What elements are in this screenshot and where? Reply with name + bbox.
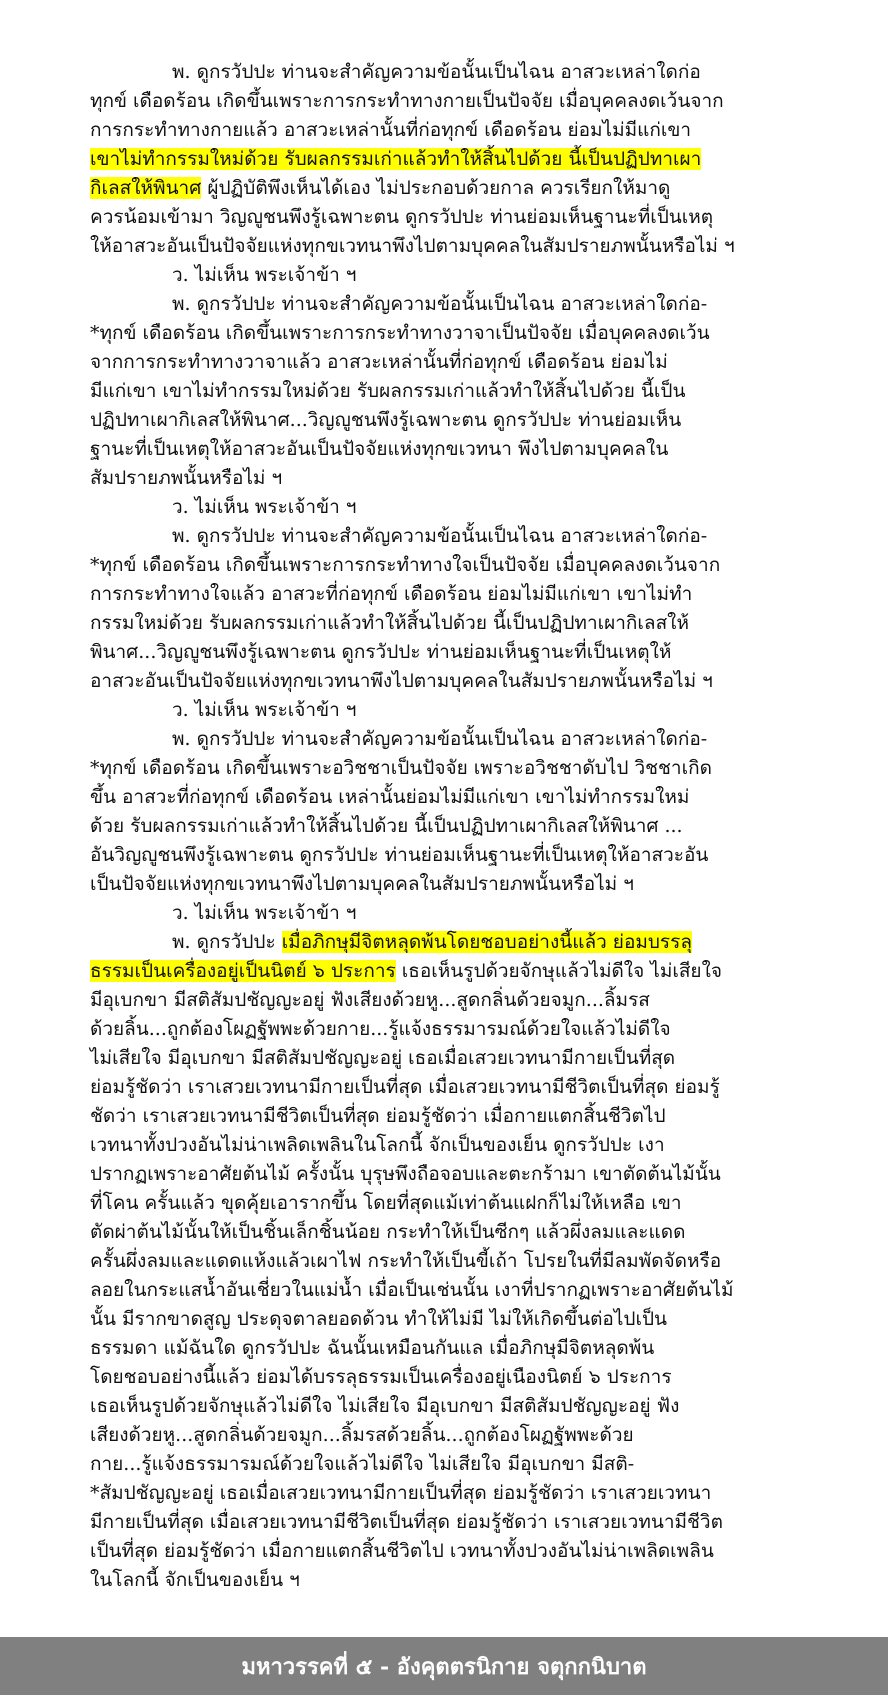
footer-title: มหาวรรคที่ ๕ - อังคุตตรนิกาย จตุกกนิบาต	[241, 1653, 647, 1680]
text-segment: ย่อมรู้ชัดว่า เราเสวยเวทนามีกายเป็นที่สุด เมื่อเสวยเวทนามีชีวิตเป็นที่สุด ย่อมรู้	[90, 1076, 720, 1098]
text-segment: เวทนาทั้งปวงอันไม่น่าเพลิดเพลินในโลกนี้ จักเป็นของเย็น ดูกรวัปปะ เงา	[90, 1134, 665, 1156]
highlighted-text: กิเลสให้พินาศ	[90, 177, 202, 199]
text-segment: มีกายเป็นที่สุด เมื่อเสวยเวทนามีชีวิตเป็นที่สุด ย่อมรู้ชัดว่า เราเสวยเวทนามีชีวิต	[90, 1511, 723, 1533]
text-segment: ชัดว่า เราเสวยเวทนามีชีวิตเป็นที่สุด ย่อมรู้ชัดว่า เมื่อกายแตกสิ้นชีวิตไป	[90, 1105, 666, 1127]
text-line	[90, 493, 790, 522]
text-line	[90, 1508, 790, 1537]
text-line	[90, 261, 790, 290]
text-line	[90, 435, 790, 464]
text-line	[90, 1305, 790, 1334]
text-line	[90, 1421, 790, 1450]
text-line	[90, 116, 790, 145]
text-segment: กรรมใหม่ด้วย รับผลกรรมเก่าแล้วทำให้สิ้นไปด้วย นี้เป็นปฏิปทาเผากิเลสให้	[90, 612, 689, 634]
text-line	[90, 174, 790, 203]
text-segment: นั้น มีรากขาดสูญ ประดุจตาลยอดด้วน ทำให้ไม่มี ไม่ให้เกิดขึ้นต่อไปเป็น	[90, 1308, 667, 1330]
text-line	[90, 870, 790, 899]
highlighted-text: เมื่อภิกษุมีจิตหลุดพ้นโดยชอบอย่างนี้แล้ว ย่อมบรรลุ	[281, 931, 692, 953]
text-segment: ตัดผ่าต้นไม้นั้นให้เป็นชิ้นเล็กชิ้นน้อย กระทำให้เป็นซีกๆ แล้วผึ่งลมและแดด	[90, 1221, 686, 1243]
text-line	[90, 667, 790, 696]
text-segment: ฐานะที่เป็นเหตุให้อาสวะอันเป็นปัจจัยแห่งทุกขเวทนา พึงไปตามบุคคลใน	[90, 438, 669, 460]
text-segment: ว. ไม่เห็น พระเจ้าข้า ฯ	[172, 902, 357, 924]
text-line	[90, 348, 790, 377]
text-line	[90, 58, 790, 87]
document-body	[90, 58, 790, 1595]
text-line	[90, 1450, 790, 1479]
text-line	[90, 1218, 790, 1247]
text-segment: ทุกข์ เดือดร้อน เกิดขึ้นเพราะการกระทำทางกายเป็นปัจจัย เมื่อบุคคลงดเว้นจาก	[90, 90, 724, 112]
text-segment: จากการกระทำทางวาจาแล้ว อาสวะเหล่านั้นที่ก่อทุกข์ เดือดร้อน ย่อมไม่	[90, 351, 668, 373]
text-line	[90, 1363, 790, 1392]
highlighted-text: ธรรมเป็นเครื่องอยู่เป็นนิตย์ ๖ ประการ	[90, 960, 396, 982]
text-line	[90, 1102, 790, 1131]
text-line	[90, 1131, 790, 1160]
text-line	[90, 1334, 790, 1363]
text-line	[90, 986, 790, 1015]
text-segment: สัมปรายภพนั้นหรือไม่ ฯ	[90, 467, 283, 489]
text-segment: ว. ไม่เห็น พระเจ้าข้า ฯ	[172, 699, 357, 721]
text-segment: ว. ไม่เห็น พระเจ้าข้า ฯ	[172, 496, 357, 518]
text-segment: เสียงด้วยหู...สูดกลิ่นด้วยจมูก...ลิ้มรสด้วยลิ้น...ถูกต้องโผฏฐัพพะด้วย	[90, 1424, 634, 1446]
text-line	[90, 1479, 790, 1508]
text-segment: ด้วย รับผลกรรมเก่าแล้วทำให้สิ้นไปด้วย นี้เป็นปฏิปทาเผากิเลสให้พินาศ ...	[90, 815, 683, 837]
text-segment: มีอุเบกขา มีสติสัมปชัญญะอยู่ ฟังเสียงด้วยหู...สูดกลิ่นด้วยจมูก...ลิ้มรส	[90, 989, 650, 1011]
page-footer	[0, 1637, 888, 1695]
text-segment: ผู้ปฏิบัติพึงเห็นได้เอง ไม่ประกอบด้วยกาล ควรเรียกให้มาดู	[201, 177, 671, 199]
text-segment: ไม่เสียใจ มีอุเบกขา มีสติสัมปชัญญะอยู่ เธอเมื่อเสวยเวทนามีกายเป็นที่สุด	[90, 1047, 676, 1069]
text-line	[90, 1276, 790, 1305]
text-segment: ปรากฏเพราะอาศัยต้นไม้ ครั้งนั้น บุรุษพึงถือจอบและตะกร้ามา เขาตัดต้นไม้นั้น	[90, 1163, 721, 1185]
text-line	[90, 928, 790, 957]
text-line	[90, 319, 790, 348]
text-segment: *ทุกข์ เดือดร้อน เกิดขึ้นเพราะการกระทำทางวาจาเป็นปัจจัย เมื่อบุคคลงดเว้น	[90, 322, 710, 344]
text-segment: พ. ดูกรวัปปะ	[172, 931, 282, 953]
text-line	[90, 406, 790, 435]
text-line	[90, 957, 790, 986]
text-segment: *สัมปชัญญะอยู่ เธอเมื่อเสวยเวทนามีกายเป็นที่สุด ย่อมรู้ชัดว่า เราเสวยเวทนา	[90, 1482, 712, 1504]
text-segment: การกระทำทางกายแล้ว อาสวะเหล่านั้นที่ก่อทุกข์ เดือดร้อน ย่อมไม่มีแก่เขา	[90, 119, 692, 141]
highlighted-text: เขาไม่ทำกรรมใหม่ด้วย รับผลกรรมเก่าแล้วทำให้สิ้นไปด้วย นี้เป็นปฏิปทาเผา	[90, 148, 702, 170]
text-line	[90, 145, 790, 174]
text-segment: *ทุกข์ เดือดร้อน เกิดขึ้นเพราะอวิชชาเป็นปัจจัย เพราะอวิชชาดับไป วิชชาเกิด	[90, 757, 712, 779]
text-segment: เธอเห็นรูปด้วยจักษุแล้วไม่ดีใจ ไม่เสียใจ มีอุเบกขา มีสติสัมปชัญญะอยู่ ฟัง	[90, 1395, 680, 1417]
text-line	[90, 754, 790, 783]
text-line	[90, 812, 790, 841]
text-line	[90, 841, 790, 870]
text-line	[90, 638, 790, 667]
text-line	[90, 1015, 790, 1044]
text-segment: อันวิญญูชนพึงรู้เฉพาะตน ดูกรวัปปะ ท่านย่อมเห็นฐานะที่เป็นเหตุให้อาสวะอัน	[90, 844, 709, 866]
text-line	[90, 522, 790, 551]
text-segment: เป็นปัจจัยแห่งทุกขเวทนาพึงไปตามบุคคลในสัมปรายภพนั้นหรือไม่ ฯ	[90, 873, 634, 895]
text-segment: พินาศ...วิญญูชนพึงรู้เฉพาะตน ดูกรวัปปะ ท่านย่อมเห็นฐานะที่เป็นเหตุให้	[90, 641, 672, 663]
text-segment: ที่โคน ครั้นแล้ว ขุดคุ้ยเอารากขึ้น โดยที่สุดแม้เท่าต้นแฝกก็ไม่ให้เหลือ เขา	[90, 1192, 682, 1214]
text-line	[90, 87, 790, 116]
text-line	[90, 377, 790, 406]
text-segment: มีแก่เขา เขาไม่ทำกรรมใหม่ด้วย รับผลกรรมเก่าแล้วทำให้สิ้นไปด้วย นี้เป็น	[90, 380, 686, 402]
text-line	[90, 899, 790, 928]
text-line	[90, 1537, 790, 1566]
text-segment: ธรรมดา แม้ฉันใด ดูกรวัปปะ ฉันนั้นเหมือนกันแล เมื่อภิกษุมีจิตหลุดพ้น	[90, 1337, 655, 1359]
text-line	[90, 1566, 790, 1595]
text-segment: เป็นที่สุด ย่อมรู้ชัดว่า เมื่อกายแตกสิ้นชีวิตไป เวทนาทั้งปวงอันไม่น่าเพลิดเพลิน	[90, 1540, 714, 1562]
text-line	[90, 1073, 790, 1102]
text-line	[90, 1160, 790, 1189]
text-segment: โดยชอบอย่างนี้แล้ว ย่อมได้บรรลุธรรมเป็นเครื่องอยู่เนืองนิตย์ ๖ ประการ	[90, 1366, 672, 1388]
text-line	[90, 696, 790, 725]
text-segment: ลอยในกระแสน้ำอันเชี่ยวในแม่น้ำ เมื่อเป็นเช่นนั้น เงาที่ปรากฏเพราะอาศัยต้นไม้	[90, 1279, 734, 1301]
text-line	[90, 1189, 790, 1218]
text-line	[90, 464, 790, 493]
text-line	[90, 725, 790, 754]
text-segment: ครั้นผึ่งลมและแดดแห้งแล้วเผาไฟ กระทำให้เป็นขี้เถ้า โปรยในที่มีลมพัดจัดหรือ	[90, 1250, 722, 1272]
text-segment: ในโลกนี้ จักเป็นของเย็น ฯ	[90, 1569, 300, 1591]
text-line	[90, 290, 790, 319]
text-line	[90, 1392, 790, 1421]
text-segment: ด้วยลิ้น...ถูกต้องโผฏฐัพพะด้วยกาย...รู้แจ้งธรรมารมณ์ด้วยใจแล้วไม่ดีใจ	[90, 1018, 671, 1040]
text-segment: พ. ดูกรวัปปะ ท่านจะสำคัญความข้อนั้นเป็นไฉน อาสวะเหล่าใดก่อ-	[172, 525, 708, 547]
text-line	[90, 609, 790, 638]
text-segment: *ทุกข์ เดือดร้อน เกิดขึ้นเพราะการกระทำทางใจเป็นปัจจัย เมื่อบุคคลงดเว้นจาก	[90, 554, 721, 576]
text-segment: ว. ไม่เห็น พระเจ้าข้า ฯ	[172, 264, 357, 286]
text-segment: อาสวะอันเป็นปัจจัยแห่งทุกขเวทนาพึงไปตามบุคคลในสัมปรายภพนั้นหรือไม่ ฯ	[90, 670, 713, 692]
text-segment: กาย...รู้แจ้งธรรมารมณ์ด้วยใจแล้วไม่ดีใจ ไม่เสียใจ มีอุเบกขา มีสติ-	[90, 1453, 635, 1475]
text-segment: ควรน้อมเข้ามา วิญญูชนพึงรู้เฉพาะตน ดูกรวัปปะ ท่านย่อมเห็นฐานะที่เป็นเหตุ	[90, 206, 714, 228]
text-segment: พ. ดูกรวัปปะ ท่านจะสำคัญความข้อนั้นเป็นไฉน อาสวะเหล่าใดก่อ-	[172, 728, 708, 750]
text-segment: พ. ดูกรวัปปะ ท่านจะสำคัญความข้อนั้นเป็นไฉน อาสวะเหล่าใดก่อ	[172, 61, 701, 83]
text-segment: ปฏิปทาเผากิเลสให้พินาศ...วิญญูชนพึงรู้เฉพาะตน ดูกรวัปปะ ท่านย่อมเห็น	[90, 409, 682, 431]
text-line	[90, 783, 790, 812]
text-segment: เธอเห็นรูปด้วยจักษุแล้วไม่ดีใจ ไม่เสียใจ	[395, 960, 722, 982]
text-line	[90, 1247, 790, 1276]
text-line	[90, 580, 790, 609]
text-segment: พ. ดูกรวัปปะ ท่านจะสำคัญความข้อนั้นเป็นไฉน อาสวะเหล่าใดก่อ-	[172, 293, 708, 315]
text-line	[90, 551, 790, 580]
text-line	[90, 232, 790, 261]
text-line	[90, 1044, 790, 1073]
text-segment: การกระทำทางใจแล้ว อาสวะที่ก่อทุกข์ เดือดร้อน ย่อมไม่มีแก่เขา เขาไม่ทำ	[90, 583, 693, 605]
text-segment: ขึ้น อาสวะที่ก่อทุกข์ เดือดร้อน เหล่านั้นย่อมไม่มีแก่เขา เขาไม่ทำกรรมใหม่	[90, 786, 690, 808]
text-segment: ให้อาสวะอันเป็นปัจจัยแห่งทุกขเวทนาพึงไปตามบุคคลในสัมปรายภพนั้นหรือไม่ ฯ	[90, 235, 735, 257]
text-line	[90, 203, 790, 232]
